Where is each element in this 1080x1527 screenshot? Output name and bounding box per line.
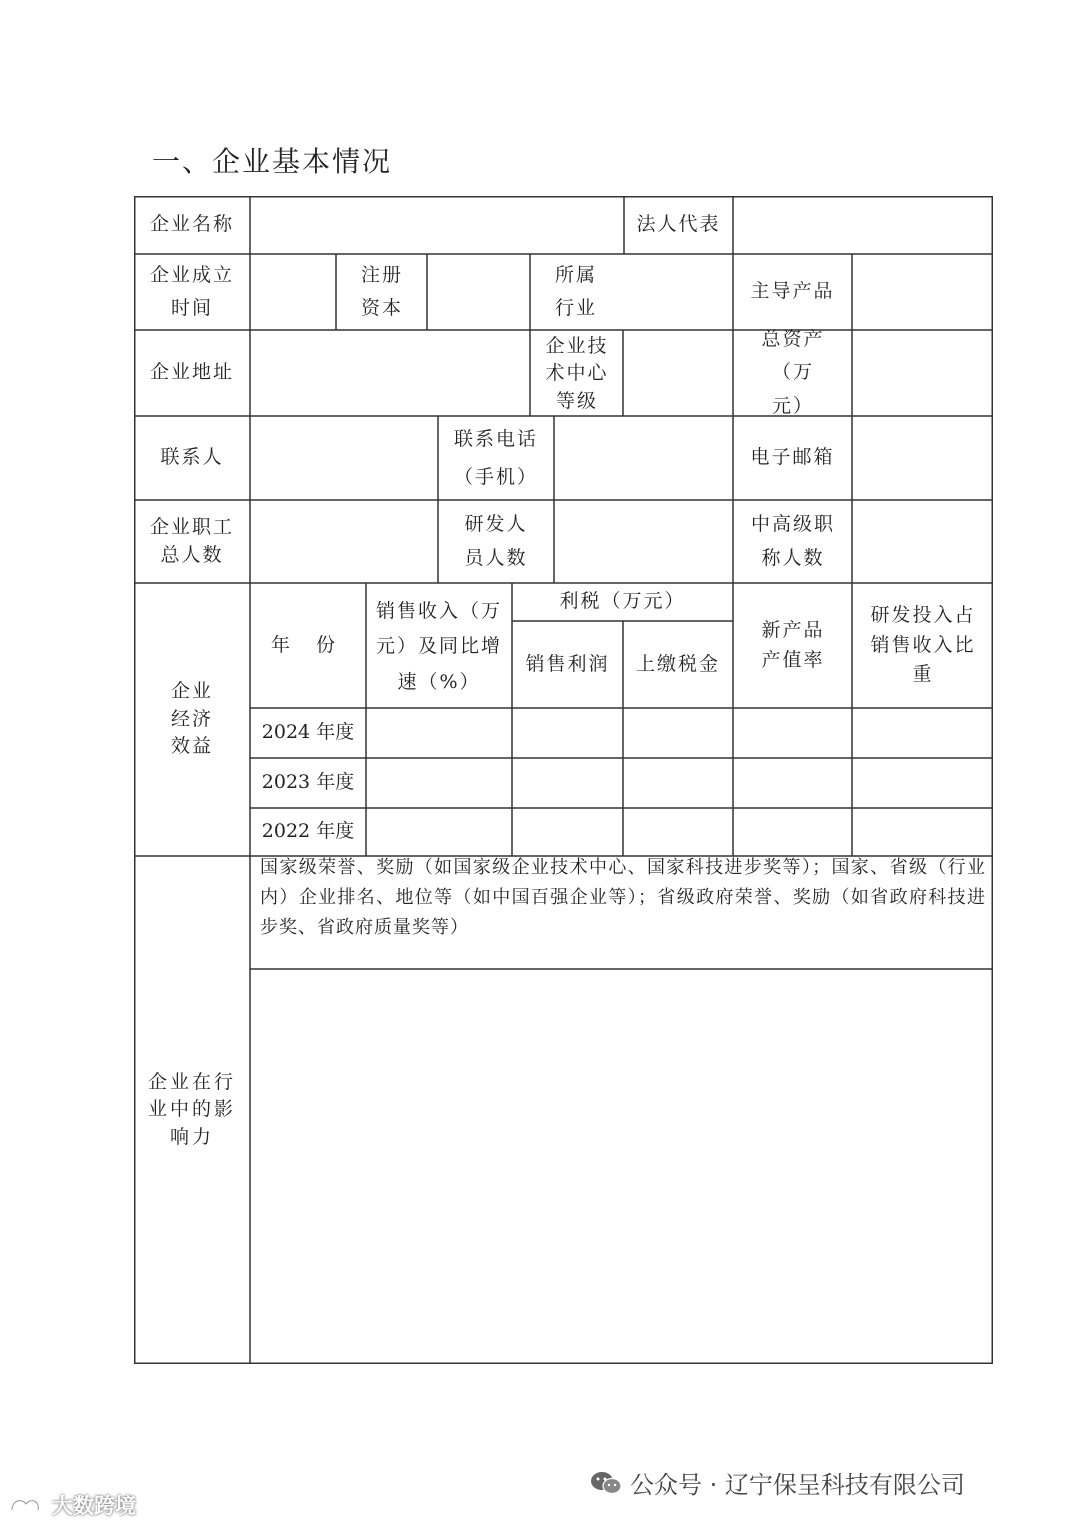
company-info-form — [134, 196, 993, 1364]
watermark-text: 大数跨境 — [52, 1494, 136, 1518]
label-contact: 联系人 — [160, 446, 224, 469]
label-economic-benefit: 企业经济效益 — [170, 680, 213, 758]
header-year: 年 份 — [270, 633, 346, 656]
label-phone: 联系电话（手机） — [453, 428, 538, 488]
header-sales-profit: 销售利润 — [525, 652, 610, 675]
influence-field[interactable] — [250, 969, 993, 1364]
founded-time-field[interactable] — [250, 254, 336, 330]
footer-account — [590, 1465, 965, 1500]
legal-rep-field[interactable] — [733, 196, 993, 254]
main-product-field[interactable] — [852, 254, 993, 330]
header-rd-ratio: 研发投入占销售收入比重 — [870, 604, 976, 686]
contact-field[interactable] — [250, 416, 438, 500]
influence-note: 国家级荣誉、奖励（如国家级企业技术中心、国家科技进步奖等）；国家、省级（行业内）企业排名、地位等（如中国百强企业等）；省级政府荣誉、奖励（如省政府科技进步奖、省政府质量奖等） — [260, 857, 986, 938]
year-row-label: 2022 年度 — [261, 820, 355, 843]
label-company-name: 企业名称 — [149, 213, 234, 236]
address-field[interactable] — [250, 330, 530, 416]
label-registered-capital: 注册资本 — [360, 263, 403, 319]
label-senior-titles: 中高级职称人数 — [750, 513, 835, 569]
label-legal-rep: 法人代表 — [636, 213, 721, 236]
label-main-product: 主导产品 — [750, 280, 835, 303]
label-address: 企业地址 — [149, 361, 234, 384]
logo-icon — [8, 1494, 48, 1516]
watermark — [8, 1490, 136, 1520]
tech-center-level-field[interactable] — [623, 330, 733, 416]
label-tech-center-level: 企业技术中心等级 — [545, 334, 609, 412]
phone-field[interactable] — [554, 416, 733, 500]
total-assets-field[interactable] — [852, 330, 993, 416]
label-industry: 所属行业 — [554, 263, 597, 319]
label-email: 电子邮箱 — [750, 446, 835, 469]
email-field[interactable] — [852, 416, 993, 500]
total-staff-field[interactable] — [250, 500, 438, 583]
wechat-icon — [590, 1470, 622, 1496]
label-total-staff: 企业职工总人数 — [149, 515, 234, 566]
year-row-label: 2024 年度 — [261, 721, 355, 744]
label-founded-time: 企业成立时间 — [149, 263, 234, 319]
label-rd-staff: 研发人员人数 — [464, 513, 528, 569]
header-new-product-rate: 新产品产值率 — [761, 619, 825, 671]
label-influence: 企业在行业中的影响力 — [147, 1070, 236, 1148]
header-tax-paid: 上缴税金 — [635, 652, 720, 675]
section-title: 一、企业基本情况 — [152, 145, 393, 178]
registered-capital-field[interactable] — [427, 254, 530, 330]
header-sales-revenue: 销售收入（万元）及同比增速（%） — [376, 600, 503, 693]
header-profit-tax: 利税（万元） — [559, 590, 686, 613]
senior-titles-field[interactable] — [852, 500, 993, 583]
industry-field[interactable] — [624, 254, 733, 330]
footer-account-text: 公众号 · 辽宁保呈科技有限公司 — [630, 1471, 965, 1499]
company-name-field[interactable] — [250, 196, 624, 254]
rd-staff-field[interactable] — [554, 500, 733, 583]
year-row-label: 2023 年度 — [261, 771, 355, 794]
label-total-assets: 总资产（万元） — [761, 328, 825, 417]
